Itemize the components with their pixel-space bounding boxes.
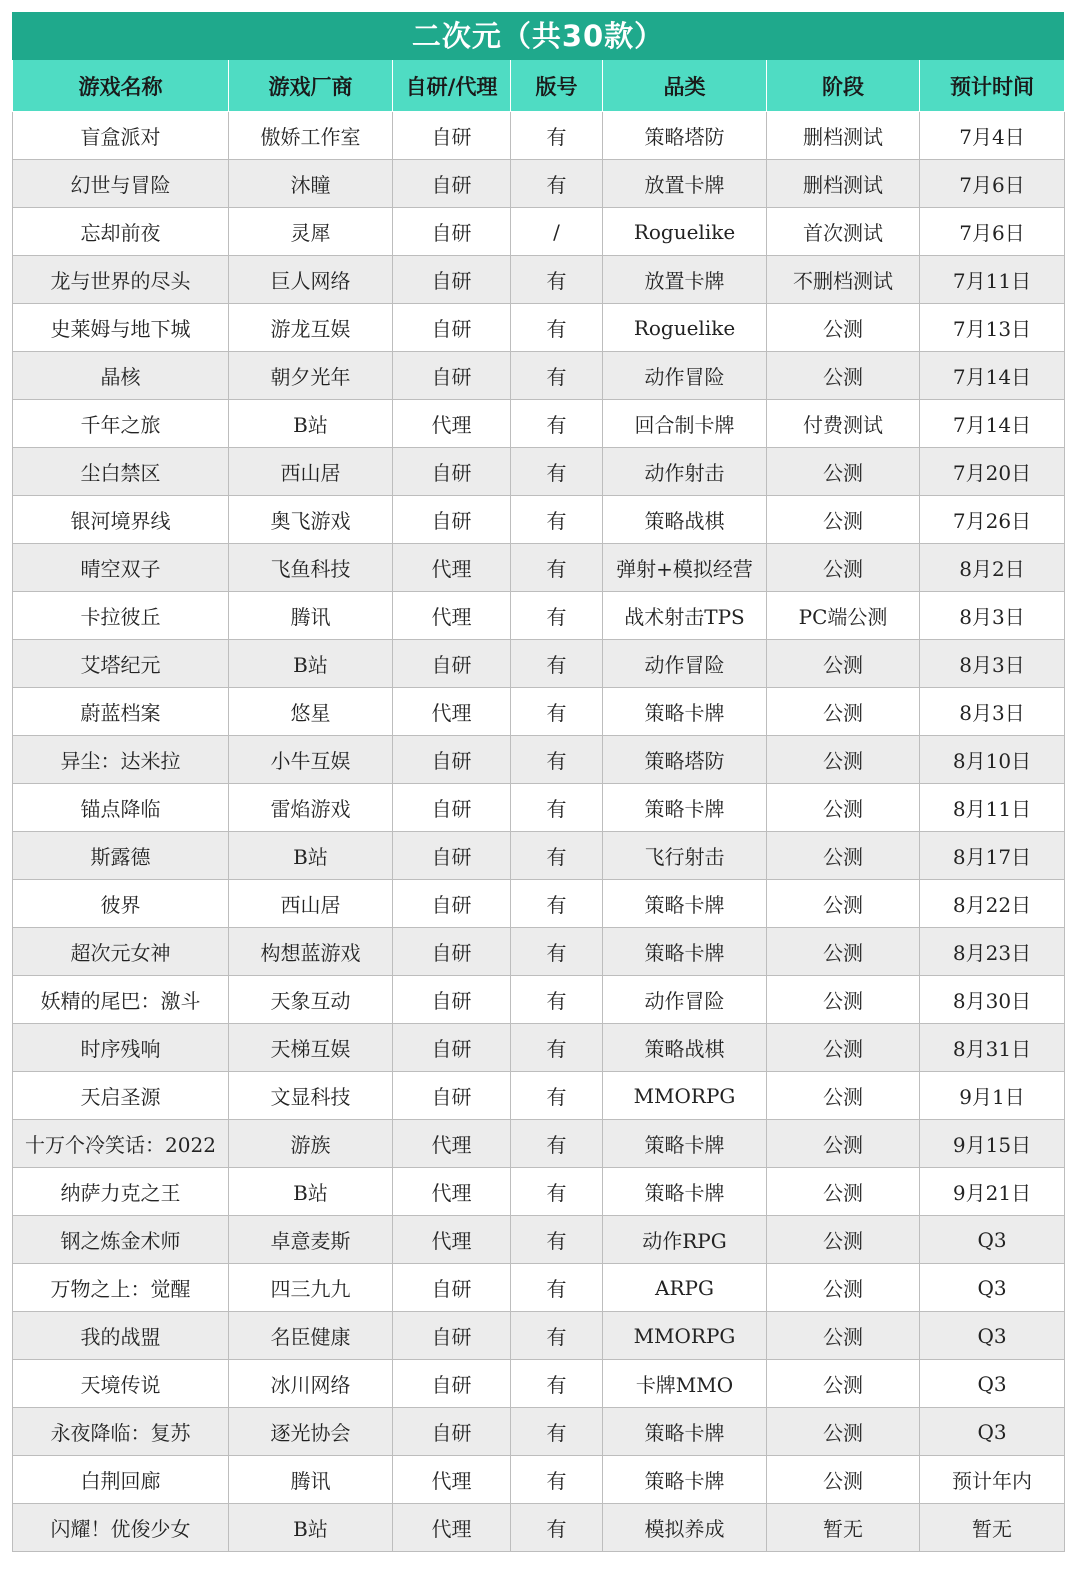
date-cell: 8月2日 xyxy=(920,544,1065,592)
game-name-cell: 晴空双子 xyxy=(13,544,229,592)
game-name-cell: 万物之上：觉醒 xyxy=(13,1264,229,1312)
publish-type-cell: 自研 xyxy=(393,736,511,784)
game-name-cell: 钢之炼金术师 xyxy=(13,1216,229,1264)
game-name-cell: 妖精的尾巴：激斗 xyxy=(13,976,229,1024)
game-name-cell: 纳萨力克之王 xyxy=(13,1168,229,1216)
game-name-cell: 超次元女神 xyxy=(13,928,229,976)
developer-cell: 四三九九 xyxy=(229,1264,393,1312)
date-cell: 8月11日 xyxy=(920,784,1065,832)
game-name-cell: 闪耀！优俊少女 xyxy=(13,1504,229,1552)
publish-type-cell: 代理 xyxy=(393,1504,511,1552)
publish-type-cell: 自研 xyxy=(393,1024,511,1072)
table-row xyxy=(13,304,1065,352)
license-cell: 有 xyxy=(511,1408,603,1456)
publish-type-cell: 自研 xyxy=(393,448,511,496)
game-name-cell: 晶核 xyxy=(13,352,229,400)
date-cell: 7月14日 xyxy=(920,400,1065,448)
stage-cell: PC端公测 xyxy=(767,592,920,640)
game-name-cell: 锚点降临 xyxy=(13,784,229,832)
license-cell: 有 xyxy=(511,112,603,160)
license-cell: 有 xyxy=(511,1504,603,1552)
genre-cell: 卡牌MMO xyxy=(603,1360,767,1408)
stage-cell: 公测 xyxy=(767,976,920,1024)
table-row xyxy=(13,592,1065,640)
developer-cell: 飞鱼科技 xyxy=(229,544,393,592)
publish-type-cell: 自研 xyxy=(393,352,511,400)
date-cell: 9月21日 xyxy=(920,1168,1065,1216)
developer-cell: 傲娇工作室 xyxy=(229,112,393,160)
publish-type-cell: 自研 xyxy=(393,880,511,928)
genre-cell: 战术射击TPS xyxy=(603,592,767,640)
developer-cell: B站 xyxy=(229,640,393,688)
genre-cell: 放置卡牌 xyxy=(603,160,767,208)
license-cell: 有 xyxy=(511,496,603,544)
developer-cell: 奥飞游戏 xyxy=(229,496,393,544)
game-name-cell: 彼界 xyxy=(13,880,229,928)
stage-cell: 公测 xyxy=(767,304,920,352)
developer-cell: B站 xyxy=(229,832,393,880)
stage-cell: 公测 xyxy=(767,688,920,736)
date-cell: 8月31日 xyxy=(920,1024,1065,1072)
genre-cell: 策略战棋 xyxy=(603,1024,767,1072)
genre-cell: 策略卡牌 xyxy=(603,1120,767,1168)
developer-cell: 巨人网络 xyxy=(229,256,393,304)
table-row xyxy=(13,544,1065,592)
license-cell: 有 xyxy=(511,880,603,928)
table-row xyxy=(13,880,1065,928)
license-cell: 有 xyxy=(511,160,603,208)
genre-cell: 策略卡牌 xyxy=(603,688,767,736)
date-cell: 9月1日 xyxy=(920,1072,1065,1120)
developer-cell: 悠星 xyxy=(229,688,393,736)
column-header: 预计时间 xyxy=(920,60,1065,112)
genre-cell: 策略卡牌 xyxy=(603,1168,767,1216)
developer-cell: 天象互动 xyxy=(229,976,393,1024)
stage-cell: 不删档测试 xyxy=(767,256,920,304)
genre-cell: ARPG xyxy=(603,1264,767,1312)
table-row xyxy=(13,448,1065,496)
developer-cell: B站 xyxy=(229,1168,393,1216)
stage-cell: 首次测试 xyxy=(767,208,920,256)
stage-cell: 公测 xyxy=(767,448,920,496)
column-header: 游戏名称 xyxy=(13,60,229,112)
stage-cell: 公测 xyxy=(767,928,920,976)
game-name-cell: 尘白禁区 xyxy=(13,448,229,496)
stage-cell: 公测 xyxy=(767,784,920,832)
game-name-cell: 盲盒派对 xyxy=(13,112,229,160)
license-cell: 有 xyxy=(511,976,603,1024)
publish-type-cell: 代理 xyxy=(393,592,511,640)
publish-type-cell: 自研 xyxy=(393,1408,511,1456)
date-cell: 8月3日 xyxy=(920,688,1065,736)
table-row xyxy=(13,1456,1065,1504)
date-cell: 7月11日 xyxy=(920,256,1065,304)
license-cell: 有 xyxy=(511,736,603,784)
stage-cell: 公测 xyxy=(767,496,920,544)
genre-cell: 动作RPG xyxy=(603,1216,767,1264)
genre-cell: Roguelike xyxy=(603,304,767,352)
game-name-cell: 十万个冷笑话：2022 xyxy=(13,1120,229,1168)
table-row xyxy=(13,112,1065,160)
developer-cell: 朝夕光年 xyxy=(229,352,393,400)
game-name-cell: 斯露德 xyxy=(13,832,229,880)
date-cell: 8月3日 xyxy=(920,592,1065,640)
table-title: 二次元（共30款） xyxy=(12,12,1064,60)
developer-cell: 小牛互娱 xyxy=(229,736,393,784)
developer-cell: 沐瞳 xyxy=(229,160,393,208)
table-row xyxy=(13,400,1065,448)
developer-cell: 天梯互娱 xyxy=(229,1024,393,1072)
genre-cell: 策略卡牌 xyxy=(603,1456,767,1504)
publish-type-cell: 自研 xyxy=(393,160,511,208)
developer-cell: 构想蓝游戏 xyxy=(229,928,393,976)
license-cell: 有 xyxy=(511,400,603,448)
genre-cell: 策略塔防 xyxy=(603,736,767,784)
date-cell: 8月22日 xyxy=(920,880,1065,928)
license-cell: 有 xyxy=(511,256,603,304)
genre-cell: 策略塔防 xyxy=(603,112,767,160)
table-row xyxy=(13,1264,1065,1312)
table-row xyxy=(13,352,1065,400)
stage-cell: 公测 xyxy=(767,1168,920,1216)
game-name-cell: 史莱姆与地下城 xyxy=(13,304,229,352)
publish-type-cell: 自研 xyxy=(393,112,511,160)
publish-type-cell: 代理 xyxy=(393,1216,511,1264)
license-cell: 有 xyxy=(511,304,603,352)
game-name-cell: 蔚蓝档案 xyxy=(13,688,229,736)
publish-type-cell: 自研 xyxy=(393,496,511,544)
game-name-cell: 千年之旅 xyxy=(13,400,229,448)
stage-cell: 公测 xyxy=(767,1264,920,1312)
genre-cell: 动作冒险 xyxy=(603,352,767,400)
publish-type-cell: 自研 xyxy=(393,640,511,688)
developer-cell: 逐光协会 xyxy=(229,1408,393,1456)
table-header-row xyxy=(13,60,1065,112)
table-row xyxy=(13,688,1065,736)
game-name-cell: 忘却前夜 xyxy=(13,208,229,256)
stage-cell: 删档测试 xyxy=(767,112,920,160)
genre-cell: 回合制卡牌 xyxy=(603,400,767,448)
publish-type-cell: 代理 xyxy=(393,1456,511,1504)
stage-cell: 公测 xyxy=(767,1408,920,1456)
table-row xyxy=(13,160,1065,208)
license-cell: 有 xyxy=(511,1360,603,1408)
date-cell: 7月20日 xyxy=(920,448,1065,496)
date-cell: 预计年内 xyxy=(920,1456,1065,1504)
publish-type-cell: 自研 xyxy=(393,1264,511,1312)
table-row xyxy=(13,736,1065,784)
genre-cell: 弹射+模拟经营 xyxy=(603,544,767,592)
publish-type-cell: 代理 xyxy=(393,688,511,736)
license-cell: 有 xyxy=(511,1072,603,1120)
genre-cell: MMORPG xyxy=(603,1072,767,1120)
developer-cell: 冰川网络 xyxy=(229,1360,393,1408)
stage-cell: 公测 xyxy=(767,1216,920,1264)
genre-cell: 动作射击 xyxy=(603,448,767,496)
date-cell: 9月15日 xyxy=(920,1120,1065,1168)
publish-type-cell: 代理 xyxy=(393,1168,511,1216)
genre-cell: 飞行射击 xyxy=(603,832,767,880)
developer-cell: 西山居 xyxy=(229,448,393,496)
genre-cell: 动作冒险 xyxy=(603,976,767,1024)
publish-type-cell: 自研 xyxy=(393,208,511,256)
genre-cell: 策略卡牌 xyxy=(603,784,767,832)
date-cell: 7月4日 xyxy=(920,112,1065,160)
date-cell: 7月13日 xyxy=(920,304,1065,352)
license-cell: / xyxy=(511,208,603,256)
table-row xyxy=(13,1120,1065,1168)
date-cell: Q3 xyxy=(920,1312,1065,1360)
license-cell: 有 xyxy=(511,544,603,592)
stage-cell: 公测 xyxy=(767,1072,920,1120)
publish-type-cell: 自研 xyxy=(393,976,511,1024)
publish-type-cell: 代理 xyxy=(393,1120,511,1168)
table-row xyxy=(13,496,1065,544)
license-cell: 有 xyxy=(511,448,603,496)
publish-type-cell: 自研 xyxy=(393,304,511,352)
table-row xyxy=(13,1504,1065,1552)
developer-cell: 游龙互娱 xyxy=(229,304,393,352)
stage-cell: 公测 xyxy=(767,1312,920,1360)
license-cell: 有 xyxy=(511,352,603,400)
column-header: 版号 xyxy=(511,60,603,112)
stage-cell: 公测 xyxy=(767,832,920,880)
table-row xyxy=(13,640,1065,688)
publish-type-cell: 自研 xyxy=(393,832,511,880)
publish-type-cell: 自研 xyxy=(393,1072,511,1120)
stage-cell: 公测 xyxy=(767,640,920,688)
stage-cell: 公测 xyxy=(767,1120,920,1168)
license-cell: 有 xyxy=(511,928,603,976)
developer-cell: B站 xyxy=(229,400,393,448)
developer-cell: 腾讯 xyxy=(229,592,393,640)
genre-cell: 策略卡牌 xyxy=(603,1408,767,1456)
genre-cell: Roguelike xyxy=(603,208,767,256)
genre-cell: 模拟养成 xyxy=(603,1504,767,1552)
game-schedule-table xyxy=(12,60,1065,1552)
date-cell: Q3 xyxy=(920,1408,1065,1456)
publish-type-cell: 代理 xyxy=(393,544,511,592)
license-cell: 有 xyxy=(511,784,603,832)
table-row xyxy=(13,256,1065,304)
date-cell: 8月23日 xyxy=(920,928,1065,976)
table-row xyxy=(13,1072,1065,1120)
table-row xyxy=(13,1360,1065,1408)
table-row xyxy=(13,832,1065,880)
game-name-cell: 永夜降临：复苏 xyxy=(13,1408,229,1456)
stage-cell: 公测 xyxy=(767,736,920,784)
developer-cell: 卓意麦斯 xyxy=(229,1216,393,1264)
table-row xyxy=(13,1312,1065,1360)
game-name-cell: 龙与世界的尽头 xyxy=(13,256,229,304)
stage-cell: 公测 xyxy=(767,1456,920,1504)
stage-cell: 删档测试 xyxy=(767,160,920,208)
date-cell: 7月6日 xyxy=(920,160,1065,208)
stage-cell: 公测 xyxy=(767,352,920,400)
genre-cell: 策略卡牌 xyxy=(603,928,767,976)
publish-type-cell: 自研 xyxy=(393,256,511,304)
stage-cell: 付费测试 xyxy=(767,400,920,448)
developer-cell: 雷焰游戏 xyxy=(229,784,393,832)
publish-type-cell: 代理 xyxy=(393,400,511,448)
license-cell: 有 xyxy=(511,688,603,736)
developer-cell: 腾讯 xyxy=(229,1456,393,1504)
license-cell: 有 xyxy=(511,1168,603,1216)
game-name-cell: 天境传说 xyxy=(13,1360,229,1408)
date-cell: 7月6日 xyxy=(920,208,1065,256)
genre-cell: 放置卡牌 xyxy=(603,256,767,304)
genre-cell: 动作冒险 xyxy=(603,640,767,688)
table-row xyxy=(13,928,1065,976)
date-cell: 8月17日 xyxy=(920,832,1065,880)
table-row xyxy=(13,208,1065,256)
column-header: 游戏厂商 xyxy=(229,60,393,112)
stage-cell: 公测 xyxy=(767,1024,920,1072)
date-cell: 8月3日 xyxy=(920,640,1065,688)
license-cell: 有 xyxy=(511,1120,603,1168)
date-cell: 暂无 xyxy=(920,1504,1065,1552)
date-cell: 7月26日 xyxy=(920,496,1065,544)
stage-cell: 公测 xyxy=(767,544,920,592)
license-cell: 有 xyxy=(511,1216,603,1264)
game-name-cell: 时序残响 xyxy=(13,1024,229,1072)
date-cell: 8月10日 xyxy=(920,736,1065,784)
game-name-cell: 我的战盟 xyxy=(13,1312,229,1360)
table-row xyxy=(13,1168,1065,1216)
developer-cell: B站 xyxy=(229,1504,393,1552)
license-cell: 有 xyxy=(511,1264,603,1312)
license-cell: 有 xyxy=(511,1312,603,1360)
developer-cell: 文显科技 xyxy=(229,1072,393,1120)
table-row xyxy=(13,1024,1065,1072)
column-header: 阶段 xyxy=(767,60,920,112)
date-cell: 7月14日 xyxy=(920,352,1065,400)
license-cell: 有 xyxy=(511,1024,603,1072)
game-name-cell: 卡拉彼丘 xyxy=(13,592,229,640)
stage-cell: 暂无 xyxy=(767,1504,920,1552)
developer-cell: 西山居 xyxy=(229,880,393,928)
game-name-cell: 艾塔纪元 xyxy=(13,640,229,688)
developer-cell: 游族 xyxy=(229,1120,393,1168)
table-row xyxy=(13,784,1065,832)
game-schedule-table-container xyxy=(12,12,1064,1552)
game-name-cell: 幻世与冒险 xyxy=(13,160,229,208)
column-header: 品类 xyxy=(603,60,767,112)
genre-cell: 策略战棋 xyxy=(603,496,767,544)
game-name-cell: 银河境界线 xyxy=(13,496,229,544)
license-cell: 有 xyxy=(511,1456,603,1504)
table-row xyxy=(13,976,1065,1024)
license-cell: 有 xyxy=(511,832,603,880)
developer-cell: 名臣健康 xyxy=(229,1312,393,1360)
publish-type-cell: 自研 xyxy=(393,1312,511,1360)
game-name-cell: 天启圣源 xyxy=(13,1072,229,1120)
game-name-cell: 白荆回廊 xyxy=(13,1456,229,1504)
table-row xyxy=(13,1216,1065,1264)
license-cell: 有 xyxy=(511,592,603,640)
developer-cell: 灵犀 xyxy=(229,208,393,256)
publish-type-cell: 自研 xyxy=(393,784,511,832)
date-cell: Q3 xyxy=(920,1264,1065,1312)
publish-type-cell: 自研 xyxy=(393,1360,511,1408)
stage-cell: 公测 xyxy=(767,1360,920,1408)
column-header: 自研/代理 xyxy=(393,60,511,112)
table-row xyxy=(13,1408,1065,1456)
stage-cell: 公测 xyxy=(767,880,920,928)
table-body xyxy=(13,112,1065,1552)
genre-cell: MMORPG xyxy=(603,1312,767,1360)
date-cell: Q3 xyxy=(920,1360,1065,1408)
license-cell: 有 xyxy=(511,640,603,688)
publish-type-cell: 自研 xyxy=(393,928,511,976)
genre-cell: 策略卡牌 xyxy=(603,880,767,928)
game-name-cell: 异尘：达米拉 xyxy=(13,736,229,784)
date-cell: Q3 xyxy=(920,1216,1065,1264)
date-cell: 8月30日 xyxy=(920,976,1065,1024)
